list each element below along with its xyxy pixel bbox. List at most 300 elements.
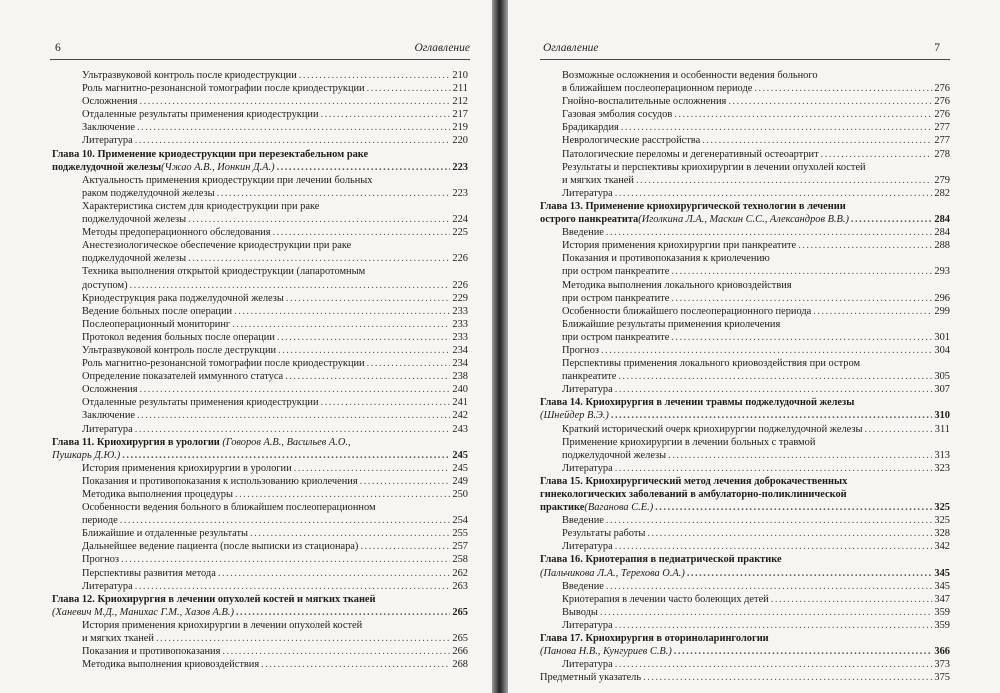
- toc-dot-leader: [137, 409, 450, 422]
- toc-page-number: 254: [452, 515, 468, 527]
- toc-entry-title: и мягких тканей: [82, 633, 154, 645]
- toc-dot-leader: [235, 488, 450, 501]
- toc-entry: [52, 121, 468, 134]
- toc-dot-leader: [655, 501, 932, 514]
- toc-dot-leader: [277, 161, 451, 174]
- toc-entry-title: Ближайшие и отдаленные результаты: [82, 528, 249, 540]
- toc-entry-title: Литература: [562, 619, 613, 631]
- toc-page-number: 373: [934, 659, 950, 671]
- toc-entry: [540, 540, 950, 553]
- toc-left: [52, 69, 468, 671]
- toc-entry: [540, 174, 950, 187]
- toc-entry: [52, 580, 468, 593]
- toc-page-number: 240: [452, 384, 468, 396]
- toc-page-number: 313: [934, 449, 950, 461]
- header-rule-right: [540, 59, 950, 60]
- toc-entry: [540, 344, 950, 357]
- toc-entry-title: Показания и противопоказания: [82, 646, 221, 658]
- toc-entry-title: раком поджелудочной железы: [82, 187, 215, 199]
- toc-entry-title: Литература: [562, 187, 613, 199]
- toc-dot-leader: [668, 449, 932, 462]
- toc-page-number: 225: [452, 227, 468, 239]
- toc-entry-title: и мягких тканей: [562, 174, 634, 186]
- toc-page-number: 296: [934, 292, 950, 304]
- toc-entry-title: Гнойно-воспалительные осложнения: [562, 96, 727, 108]
- toc-dot-leader: [360, 540, 450, 553]
- toc-entry-title: Послеоперационный мониторинг: [82, 318, 231, 330]
- toc-page-number: 255: [452, 528, 468, 540]
- toc-entry-title: Перспективы применения локального криовоздействия при остром: [562, 358, 861, 370]
- toc-entry-title: Определение показателей иммунного статуса: [82, 371, 284, 383]
- toc-entry: [540, 161, 950, 174]
- toc-dot-leader: [294, 462, 451, 475]
- toc-entry-title: Глава 12. Криохирургия в лечении опухолей костей и мягких тканей: [52, 593, 376, 605]
- toc-entry: [52, 540, 468, 553]
- toc-entry-title: Перспективы развития метода: [82, 567, 216, 579]
- toc-dot-leader: [674, 108, 932, 121]
- toc-page-number: 278: [934, 148, 950, 160]
- toc-chapter-authors: (Чжао А.В., Ионкин Д.А.): [161, 161, 275, 173]
- toc-page-number: 211: [452, 83, 468, 95]
- toc-entry-title: доступом): [82, 279, 128, 291]
- toc-dot-leader: [728, 95, 932, 108]
- toc-chapter-authors: Пушкарь Д.Ю.): [52, 449, 121, 461]
- toc-dot-leader: [360, 475, 451, 488]
- toc-entry-title: Осложнения: [82, 96, 138, 108]
- toc-entry-title: Глава 13. Применение криохирургической технологии в лечении: [540, 200, 846, 212]
- toc-page-number: 307: [934, 384, 950, 396]
- toc-chapter-line: [540, 645, 950, 658]
- toc-entry-title: Роль магнитно-резонансной томографии после криодеструкции: [82, 83, 365, 95]
- toc-dot-leader: [671, 265, 932, 278]
- toc-dot-leader: [217, 187, 451, 200]
- toc-chapter-authors: (Ханевич М.Д., Манихас Г.М., Хазов А.В.): [52, 606, 234, 618]
- toc-chapter-line: [540, 396, 950, 409]
- toc-chapter-line: [540, 409, 950, 422]
- toc-page-number: 249: [452, 475, 468, 487]
- toc-entry: [540, 514, 950, 527]
- toc-entry-title: панкреатите: [562, 371, 617, 383]
- toc-dot-leader: [135, 134, 451, 147]
- toc-chapter-line: [52, 148, 468, 161]
- toc-entry-title: История применения криохирургии в лечении опухолей костей: [82, 619, 363, 631]
- toc-entry-title: Анестезиологическое обеспечение криодеструкции при раке: [82, 240, 352, 252]
- toc-entry: [52, 239, 468, 252]
- toc-page-number: 250: [452, 489, 468, 500]
- toc-chapter-line: [540, 213, 950, 226]
- toc-page-number: 263: [452, 580, 468, 592]
- toc-entry: [52, 527, 468, 540]
- toc-entry-title: Литература: [82, 423, 133, 435]
- toc-entry-title: Литература: [562, 659, 613, 671]
- toc-dot-leader: [606, 514, 933, 527]
- toc-page-number: 226: [452, 253, 468, 265]
- toc-entry: [52, 632, 468, 645]
- toc-dot-leader: [615, 383, 933, 396]
- toc-page-number: 342: [934, 541, 950, 553]
- toc-entry-title: Газовая эмболия сосудов: [562, 109, 673, 121]
- toc-dot-leader: [278, 344, 450, 357]
- toc-dot-leader: [671, 331, 932, 344]
- toc-entry-title: Применение криохирургии в лечении больных с травмой: [562, 436, 816, 448]
- toc-dot-leader: [798, 239, 932, 252]
- toc-chapter-authors: (Шнейдер В.Э.): [540, 410, 609, 422]
- toc-page-number: 241: [452, 397, 468, 409]
- toc-entry: [540, 357, 950, 370]
- toc-dot-leader: [754, 82, 932, 95]
- toc-entry-title: Методика выполнения локального криовоздействия: [562, 279, 792, 291]
- toc-dot-leader: [687, 567, 933, 580]
- toc-chapter-line: [540, 553, 950, 566]
- toc-entry-title: Методы предоперационного обследования: [82, 227, 271, 239]
- toc-entry-title: Показания и противопоказания к использованию криолечения: [82, 475, 358, 487]
- toc-entry: [540, 423, 950, 436]
- toc-entry: [52, 462, 468, 475]
- toc-entry-title: Результаты работы: [562, 528, 646, 540]
- toc-entry-title: Криотерапия в лечении часто болеющих детей: [562, 593, 769, 605]
- toc-chapter-line: [52, 436, 468, 449]
- toc-dot-leader: [135, 423, 451, 436]
- toc-entry: [52, 619, 468, 632]
- toc-dot-leader: [232, 318, 450, 331]
- toc-page-number: 325: [934, 502, 950, 514]
- toc-page-number: 245: [452, 462, 468, 474]
- toc-entry-title: Методика выполнения процедуры: [82, 489, 233, 500]
- toc-entry: [540, 187, 950, 200]
- toc-entry-title: Криодеструкция рака поджелудочной железы: [82, 292, 284, 304]
- toc-dot-leader: [277, 331, 450, 344]
- toc-dot-leader: [600, 606, 932, 619]
- toc-page-number: 301: [934, 331, 950, 343]
- toc-entry-title: практике: [540, 502, 585, 514]
- toc-entry: [540, 318, 950, 331]
- toc-page-number: 276: [934, 109, 950, 121]
- toc-entry: [52, 357, 468, 370]
- toc-entry-title: Глава 16. Криотерапия в педиатрической практике: [540, 554, 782, 566]
- toc-chapter-authors: (Пальчикова Л.А., Терехова О.А.): [540, 567, 685, 579]
- toc-entry: [52, 553, 468, 566]
- toc-dot-leader: [674, 645, 933, 658]
- toc-chapter-line: [52, 606, 468, 619]
- toc-entry-title: Глава 15. Криохирургический метод лечения доброкачественных: [540, 475, 848, 487]
- toc-dot-leader: [611, 409, 933, 422]
- toc-entry-title: гинекологических заболеваний в амбулаторно-поликлинической: [540, 489, 847, 500]
- toc-entry: [52, 226, 468, 239]
- toc-chapter-line: [52, 161, 468, 174]
- toc-entry-title: Глава 11. Криохирургия в урологии: [52, 436, 220, 448]
- running-header-left: Оглавление: [414, 42, 470, 54]
- toc-page-number: 212: [452, 96, 468, 108]
- toc-dot-leader: [621, 121, 933, 134]
- toc-entry: [52, 174, 468, 187]
- toc-dot-leader: [188, 213, 450, 226]
- toc-entry-title: Заключение: [82, 122, 135, 134]
- toc-entry-title: Неврологические расстройства: [562, 135, 701, 147]
- toc-chapter-line: [52, 449, 468, 462]
- toc-dot-leader: [321, 108, 451, 121]
- toc-dot-leader: [643, 671, 932, 684]
- toc-dot-leader: [813, 305, 932, 318]
- toc-entry-title: Дальнейшее ведение пациента (после выписки из стационара): [82, 541, 359, 553]
- toc-chapter-authors: (Панова Н.В., Кунгуриев С.В.): [540, 646, 672, 658]
- toc-page-number: 345: [934, 580, 950, 592]
- toc-dot-leader: [601, 344, 932, 357]
- toc-page-number: 234: [452, 344, 468, 356]
- toc-page-number: 219: [452, 122, 468, 134]
- toc-entry: [52, 187, 468, 200]
- toc-entry-title: Глава 10. Применение криодеструкции при перезектабельном раке: [52, 148, 369, 160]
- toc-page-number: 293: [934, 266, 950, 278]
- toc-page-number: 288: [934, 240, 950, 252]
- toc-dot-leader: [702, 134, 932, 147]
- toc-entry: [540, 436, 950, 449]
- toc-dot-leader: [286, 292, 451, 305]
- toc-entry: [52, 501, 468, 514]
- toc-entry: [540, 148, 950, 161]
- toc-entry-title: История применения криохирургии в урологии: [82, 462, 292, 474]
- toc-entry-title: Отдаленные результаты применения криодеструкции: [82, 397, 319, 409]
- toc-dot-leader: [137, 121, 450, 134]
- toc-page-number: 366: [934, 646, 950, 658]
- toc-entry: [540, 305, 950, 318]
- toc-dot-leader: [618, 370, 932, 383]
- toc-entry: [52, 423, 468, 436]
- toc-page-number: 262: [452, 567, 468, 579]
- toc-entry-title: Ультразвуковой контроль после деструкции: [82, 344, 277, 356]
- toc-entry: [540, 226, 950, 239]
- toc-entry-title: Техника выполнения открытой криодеструкции (лапаротомным: [82, 266, 366, 278]
- toc-entry: [540, 265, 950, 278]
- toc-entry-title: Выводы: [562, 606, 598, 618]
- toc-entry: [540, 606, 950, 619]
- toc-page-number: 310: [934, 410, 950, 422]
- toc-entry-title: Роль магнитно-резонансной томографии после криодеструкции: [82, 358, 365, 370]
- toc-dot-leader: [771, 593, 933, 606]
- toc-dot-leader: [135, 580, 451, 593]
- toc-entry: [52, 252, 468, 265]
- toc-entry-title: Введение: [562, 227, 604, 239]
- toc-entry-title: в ближайшем послеоперационном периоде: [562, 83, 753, 95]
- right-page: [508, 0, 1000, 693]
- toc-entry: [52, 265, 468, 278]
- toc-entry-title: История применения криохирургии при панкреатите: [562, 240, 797, 252]
- toc-dot-leader: [606, 226, 933, 239]
- toc-page-number: 266: [452, 646, 468, 658]
- toc-chapter-authors: (Иголкина Л.А., Маскин С.С., Александров В.В.): [638, 214, 849, 226]
- toc-dot-leader: [261, 658, 450, 671]
- toc-dot-leader: [122, 449, 450, 462]
- toc-chapter-line: [540, 475, 950, 488]
- toc-page-number: 282: [934, 187, 950, 199]
- toc-entry: [52, 396, 468, 409]
- toc-dot-leader: [188, 252, 450, 265]
- toc-page-number: 224: [452, 214, 468, 226]
- toc-entry-title: Предметный указатель: [540, 672, 642, 684]
- toc-page-number: 328: [934, 528, 950, 540]
- toc-chapter-line: [540, 567, 950, 580]
- toc-entry: [540, 95, 950, 108]
- toc-dot-leader: [367, 82, 451, 95]
- toc-entry: [52, 658, 468, 671]
- toc-page-number: 277: [934, 122, 950, 134]
- toc-page-number: 325: [934, 515, 950, 527]
- toc-entry-title: при остром панкреатите: [562, 331, 670, 343]
- toc-dot-leader: [615, 619, 933, 632]
- toc-entry: [52, 95, 468, 108]
- toc-entry-title: Показания и противопоказания к криолечению: [562, 253, 770, 265]
- toc-page-number: 323: [934, 462, 950, 474]
- toc-page-number: 233: [452, 331, 468, 343]
- toc-entry-title: периоде: [82, 515, 118, 527]
- toc-entry: [540, 82, 950, 95]
- toc-entry-title: при остром панкреатите: [562, 266, 670, 278]
- toc-entry: [52, 409, 468, 422]
- toc-entry: [540, 462, 950, 475]
- header-rule-left: [50, 59, 470, 60]
- toc-chapter-line: [540, 501, 950, 514]
- toc-page-number: 242: [452, 410, 468, 422]
- toc-entry: [540, 370, 950, 383]
- toc-entry-title: поджелудочной железы: [82, 253, 187, 265]
- toc-entry-title: Прогноз: [562, 344, 600, 356]
- toc-entry-title: Актуальность применения криодеструкции при лечении больных: [82, 174, 373, 186]
- toc-entry: [52, 200, 468, 213]
- toc-page-number: 238: [452, 371, 468, 383]
- toc-dot-leader: [647, 527, 932, 540]
- toc-page-number: 375: [934, 672, 950, 684]
- toc-chapter-authors: (Говоров А.В., Васильев А.О.,: [219, 436, 351, 448]
- toc-dot-leader: [636, 174, 932, 187]
- toc-entry-title: острого панкреатита: [540, 214, 639, 226]
- toc-dot-leader: [236, 606, 451, 619]
- toc-entry: [540, 619, 950, 632]
- toc-entry-title: Результаты и перспективы криохирургии в лечении опухолей костей: [562, 161, 866, 173]
- toc-dot-leader: [615, 462, 933, 475]
- toc-entry: [52, 567, 468, 580]
- toc-entry: [540, 121, 950, 134]
- toc-dot-leader: [671, 292, 932, 305]
- toc-entry: [52, 69, 468, 82]
- toc-page-number: 299: [934, 305, 950, 317]
- toc-entry: [540, 69, 950, 82]
- toc-entry: [540, 331, 950, 344]
- toc-page-number: 276: [934, 83, 950, 95]
- toc-chapter-line: [52, 593, 468, 606]
- toc-entry: [52, 318, 468, 331]
- toc-entry: [540, 239, 950, 252]
- book-gutter: [492, 0, 508, 693]
- toc-dot-leader: [606, 580, 933, 593]
- toc-entry-title: Краткий исторический очерк криохирургии поджелудочной железы: [562, 423, 863, 435]
- toc-page-number: 311: [934, 423, 950, 435]
- toc-dot-leader: [121, 553, 450, 566]
- toc-entry: [540, 593, 950, 606]
- toc-chapter-authors: (Ваганова С.Е.): [584, 502, 654, 514]
- running-header-right: Оглавление: [543, 42, 599, 54]
- toc-page-number: 347: [934, 593, 950, 605]
- toc-dot-leader: [851, 213, 932, 226]
- toc-chapter-line: [540, 632, 950, 645]
- toc-entry-title: Особенности ближайшего послеоперационного периода: [562, 305, 812, 317]
- toc-entry-title: Методика выполнения криовоздействия: [82, 659, 260, 671]
- toc-page-number: 359: [934, 619, 950, 631]
- toc-dot-leader: [367, 357, 451, 370]
- toc-entry: [540, 449, 950, 462]
- toc-entry: [52, 279, 468, 292]
- left-page: [0, 0, 492, 693]
- toc-entry: [52, 475, 468, 488]
- toc-page-number: 305: [934, 371, 950, 383]
- toc-entry-title: Литература: [562, 384, 613, 396]
- toc-entry: [52, 108, 468, 121]
- toc-dot-leader: [615, 540, 933, 553]
- toc-entry-title: Брадикардия: [562, 122, 619, 134]
- toc-dot-leader: [222, 645, 450, 658]
- toc-entry-title: Ближайшие результаты применения криолечения: [562, 318, 781, 330]
- toc-dot-leader: [218, 567, 451, 580]
- toc-entry-title: Особенности ведения больного в ближайшем послеоперационном: [82, 502, 376, 514]
- toc-entry: [52, 82, 468, 95]
- toc-entry: [540, 658, 950, 671]
- toc-entry: [52, 331, 468, 344]
- toc-page-number: 277: [934, 135, 950, 147]
- toc-entry: [540, 671, 950, 684]
- toc-entry-title: Литература: [82, 580, 133, 592]
- page-number-left: 6: [55, 42, 61, 54]
- toc-page-number: 217: [452, 109, 468, 121]
- toc-dot-leader: [285, 370, 450, 383]
- toc-entry-title: Возможные осложнения и особенности ведения больного: [562, 70, 818, 81]
- toc-entry-title: Ультразвуковой контроль после криодеструкции: [82, 70, 297, 81]
- toc-page-number: 265: [452, 606, 468, 618]
- toc-entry-title: поджелудочной железы: [562, 449, 667, 461]
- toc-entry: [540, 252, 950, 265]
- toc-entry: [52, 213, 468, 226]
- toc-entry-title: Глава 17. Криохирургия в оториноларингологии: [540, 633, 769, 645]
- toc-dot-leader: [864, 423, 932, 436]
- toc-dot-leader: [273, 226, 451, 239]
- toc-entry: [52, 370, 468, 383]
- toc-page-number: 226: [452, 279, 468, 291]
- toc-entry-title: Отдаленные результаты применения криодеструкции: [82, 109, 319, 121]
- toc-entry: [52, 645, 468, 658]
- toc-page-number: 284: [934, 214, 950, 226]
- toc-page-number: 345: [934, 567, 950, 579]
- toc-dot-leader: [821, 148, 933, 161]
- toc-entry-title: Характеристика систем для криодеструкции при раке: [82, 200, 320, 212]
- toc-dot-leader: [130, 279, 451, 292]
- page-number-right: 7: [934, 42, 940, 54]
- toc-page-number: 268: [452, 659, 468, 671]
- toc-entry-title: Осложнения: [82, 384, 138, 396]
- toc-dot-leader: [615, 658, 933, 671]
- toc-entry-title: при остром панкреатите: [562, 292, 670, 304]
- toc-dot-leader: [299, 69, 451, 82]
- toc-entry: [540, 134, 950, 147]
- toc-entry: [52, 292, 468, 305]
- toc-page-number: 258: [452, 554, 468, 566]
- toc-entry: [540, 292, 950, 305]
- toc-page-number: 279: [934, 174, 950, 186]
- toc-chapter-line: [540, 488, 950, 501]
- toc-page-number: 265: [452, 633, 468, 645]
- toc-entry-title: Литература: [562, 462, 613, 474]
- toc-page-number: 284: [934, 227, 950, 239]
- toc-entry-title: Введение: [562, 580, 604, 592]
- toc-entry: [52, 488, 468, 501]
- toc-page-number: 243: [452, 423, 468, 435]
- toc-dot-leader: [140, 95, 451, 108]
